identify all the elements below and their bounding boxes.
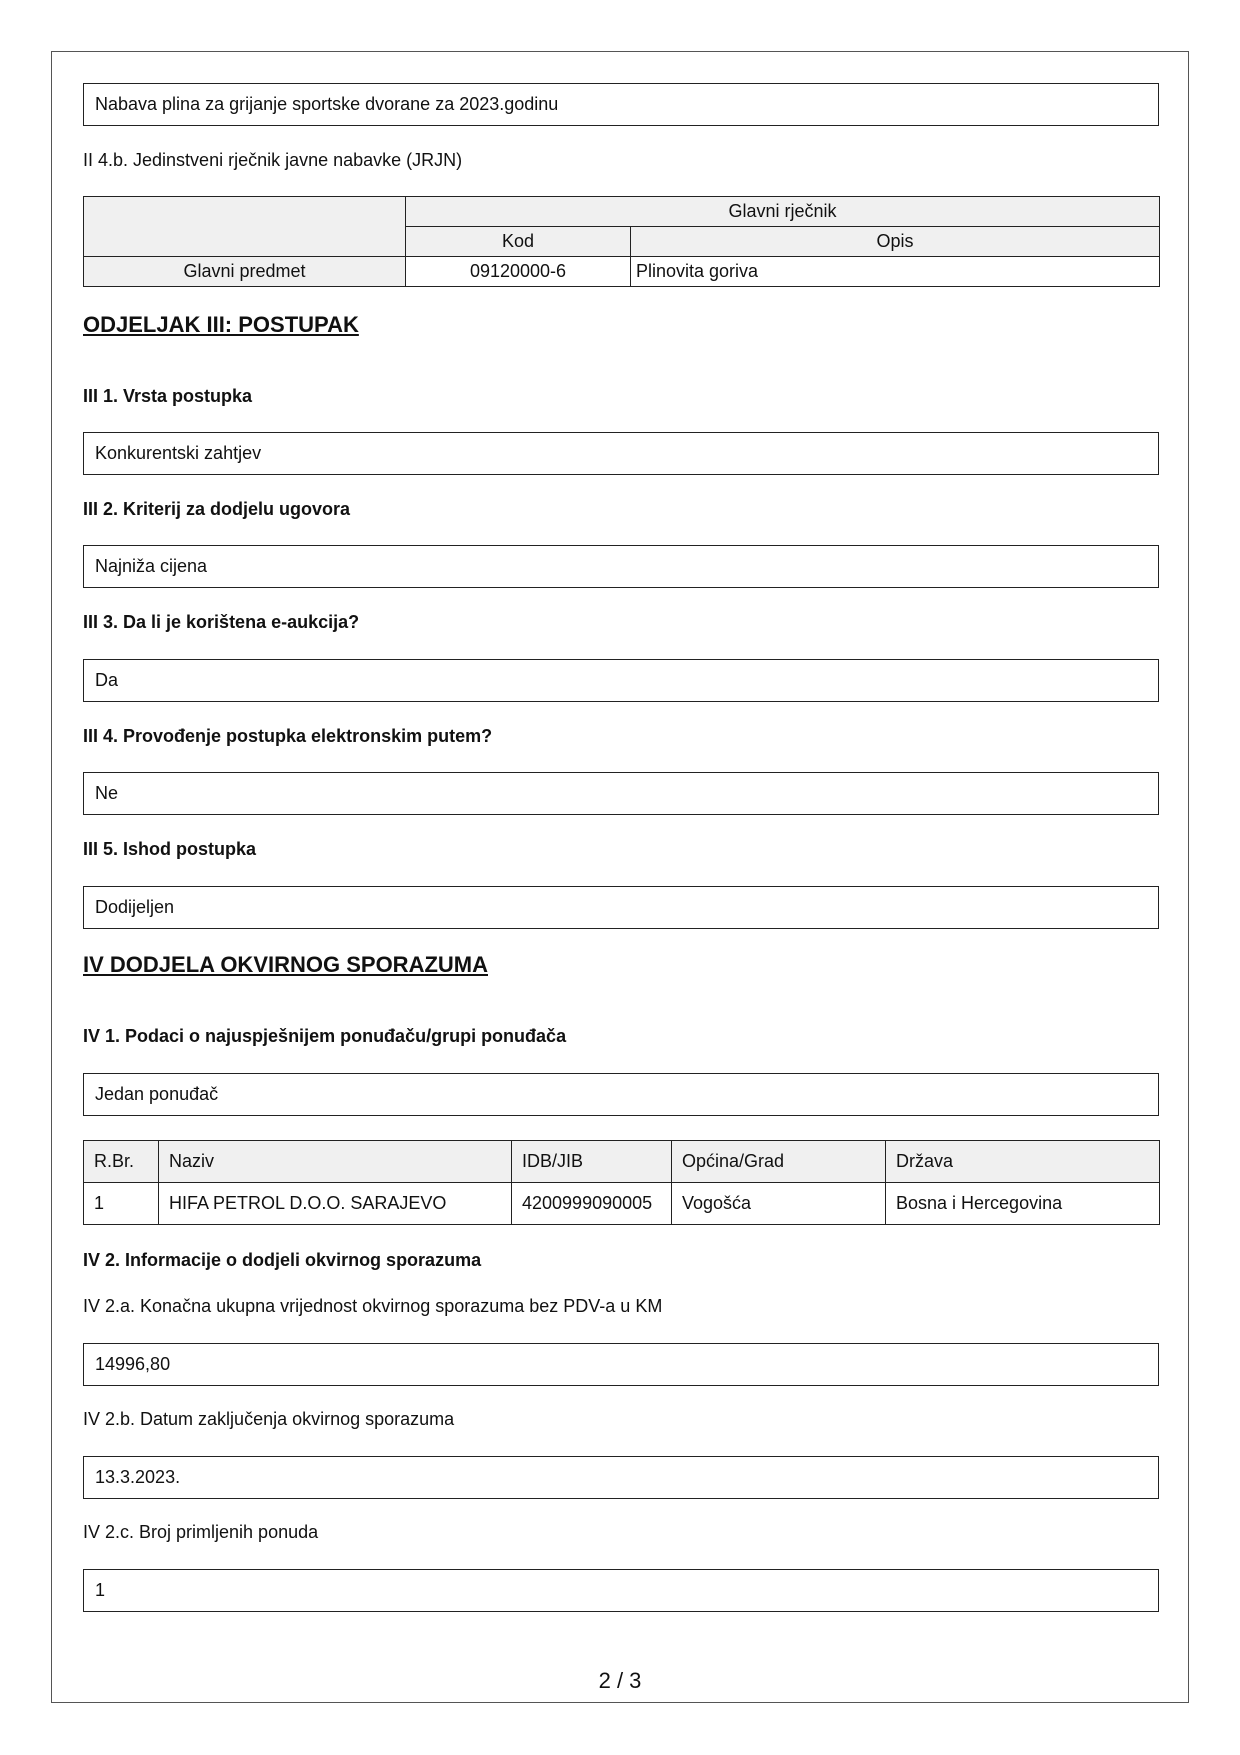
- jrjn-table: [83, 196, 1160, 287]
- subject-field: Nabava plina za grijanje sportske dvorane za 2023.godinu: [83, 83, 1159, 126]
- section3-q1-label: III 1. Vrsta postupka: [83, 386, 253, 406]
- bidder-naziv: HIFA PETROL D.O.O. SARAJEVO: [159, 1183, 512, 1225]
- section4-q2-label: IV 2. Informacije o dodjeli okvirnog sporazuma: [83, 1250, 482, 1270]
- jrjn-row-label: Glavni predmet: [84, 257, 406, 287]
- jrjn-header-main: Glavni rječnik: [406, 197, 1160, 227]
- section3-q1-value: Konkurentski zahtjev: [83, 432, 1159, 475]
- jrjn-empty-cell: [84, 197, 406, 257]
- bidder-idb: 4200999090005: [512, 1183, 672, 1225]
- section3-q3-label: III 3. Da li je korištena e-aukcija?: [83, 612, 360, 632]
- bidders-table: [83, 1140, 1160, 1225]
- jrjn-kod: 09120000-6: [406, 257, 631, 287]
- section3-q4-label: III 4. Provođenje postupka elektronskim putem?: [83, 726, 493, 746]
- section4-q2b-label: IV 2.b. Datum zaključenja okvirnog sporazuma: [83, 1409, 455, 1429]
- section3-q2-label: III 2. Kriterij za dodjelu ugovora: [83, 499, 351, 519]
- section4-title: IV DODJELA OKVIRNOG SPORAZUMA: [83, 952, 488, 977]
- bidders-header-naziv: Naziv: [159, 1141, 512, 1183]
- section3-q3-value: Da: [83, 659, 1159, 702]
- page-number: 2 / 3: [598, 1668, 642, 1693]
- jrjn-opis: Plinovita goriva: [631, 257, 1160, 287]
- section4-q2a-label: IV 2.a. Konačna ukupna vrijednost okvirnog sporazuma bez PDV-a u KM: [83, 1296, 663, 1316]
- section3-q5-value: Dodijeljen: [83, 886, 1159, 929]
- jrjn-label: II 4.b. Jedinstveni rječnik javne nabavke (JRJN): [83, 150, 463, 170]
- bidder-opcina: Vogošća: [672, 1183, 886, 1225]
- section4-q2c-value: 1: [83, 1569, 1159, 1612]
- jrjn-col-kod: Kod: [406, 227, 631, 257]
- section3-title: ODJELJAK III: POSTUPAK: [83, 312, 359, 337]
- section3-q4-value: Ne: [83, 772, 1159, 815]
- section4-q2c-label: IV 2.c. Broj primljenih ponuda: [83, 1522, 319, 1542]
- bidders-header-rbr: R.Br.: [84, 1141, 159, 1183]
- bidder-rbr: 1: [84, 1183, 159, 1225]
- table-row: [84, 1183, 1160, 1225]
- bidders-header-opcina: Općina/Grad: [672, 1141, 886, 1183]
- bidders-header-drzava: Država: [886, 1141, 1160, 1183]
- jrjn-col-opis: Opis: [631, 227, 1160, 257]
- section4-q2a-value: 14996,80: [83, 1343, 1159, 1386]
- section4-q1-label: IV 1. Podaci o najuspješnijem ponuđaču/grupi ponuđača: [83, 1026, 567, 1046]
- section4-q2b-value: 13.3.2023.: [83, 1456, 1159, 1499]
- bidder-drzava: Bosna i Hercegovina: [886, 1183, 1160, 1225]
- section3-q2-value: Najniža cijena: [83, 545, 1159, 588]
- section4-q1-value: Jedan ponuđač: [83, 1073, 1159, 1116]
- bidders-header-idb: IDB/JIB: [512, 1141, 672, 1183]
- section3-q5-label: III 5. Ishod postupka: [83, 839, 257, 859]
